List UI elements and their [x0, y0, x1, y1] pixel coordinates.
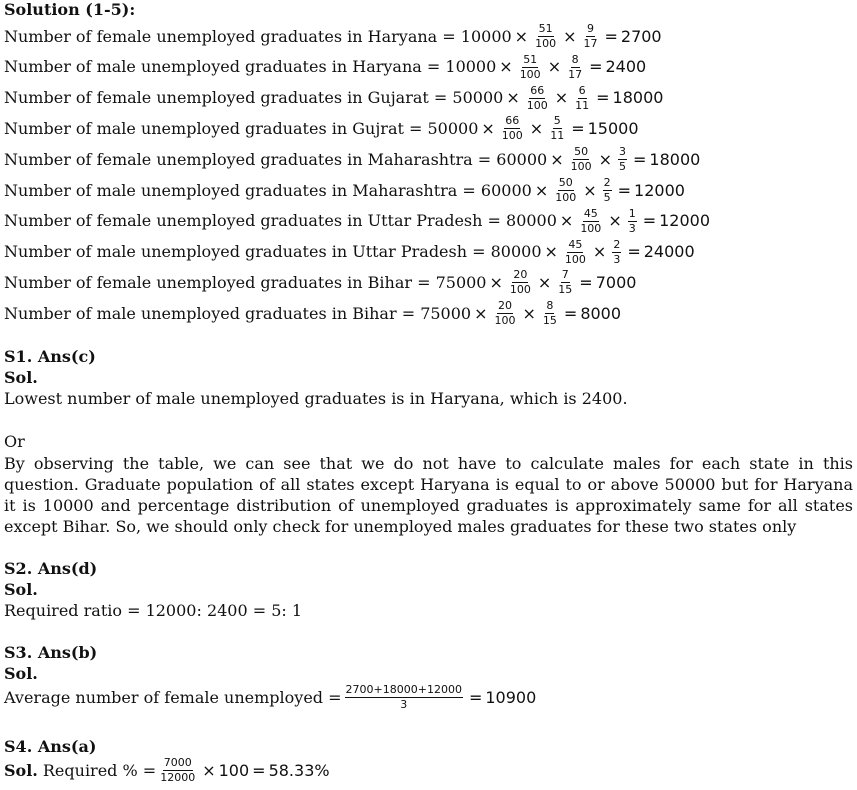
calculation-line: [4, 176, 685, 205]
equals-sign: =: [571, 118, 585, 138]
s1-text: Lowest number of male unemployed graduates is in Haryana, which is 2400.: [4, 389, 628, 408]
times-sign: ×: [592, 242, 607, 262]
denominator: 3: [628, 221, 636, 235]
denominator: 15: [542, 314, 557, 328]
calculation-line: [4, 114, 639, 143]
times-sign: ×: [537, 272, 552, 292]
fraction: [603, 176, 612, 205]
fraction: [557, 268, 573, 297]
times-sign: ×: [608, 211, 622, 231]
fraction: [582, 22, 598, 51]
calculation-result: 2700: [620, 26, 662, 46]
equals-sign: =: [604, 26, 618, 46]
fraction: [612, 238, 621, 267]
equals-sign: =: [468, 687, 483, 707]
times-sign: ×: [547, 57, 562, 77]
denominator: 100: [555, 191, 577, 204]
numerator: 50: [558, 176, 573, 189]
times-sign: ×: [522, 303, 536, 323]
calculation-result: 15000: [587, 118, 639, 138]
equals-sign: =: [596, 88, 610, 108]
s4-multiplier: 100: [218, 760, 250, 780]
numerator: 6: [578, 83, 586, 97]
numerator: 8: [571, 52, 579, 66]
s3-answer: S3. Ans(b): [4, 643, 98, 662]
s2-text: Required ratio = 12000: 2400 = 5: 1: [4, 601, 303, 620]
times-sign: ×: [499, 57, 513, 77]
fraction: [628, 207, 637, 236]
calculation-label: Number of male unemployed graduates in Bihar = 75000: [4, 303, 472, 323]
denominator: 100: [501, 129, 523, 143]
calculation-label: Number of female unemployed graduates in Maharashtra = 60000: [4, 149, 548, 169]
fraction: [549, 114, 565, 143]
s4-fraction: [159, 756, 196, 785]
numerator: 2: [603, 176, 611, 189]
numerator: 7: [561, 268, 569, 282]
s3-numerator: 2700+18000+12000: [345, 683, 462, 696]
equals-sign: =: [589, 57, 603, 77]
fraction: [501, 114, 524, 143]
times-sign: ×: [202, 760, 216, 780]
s1-or: Or: [4, 432, 25, 451]
numerator: 5: [553, 114, 561, 128]
denominator: 3: [613, 252, 621, 266]
numerator: 9: [586, 22, 594, 35]
fraction: [494, 299, 517, 328]
fraction: [564, 238, 587, 267]
numerator: 20: [513, 268, 528, 282]
calculation-label: Number of female unemployed graduates in Gujarat = 50000: [4, 88, 504, 108]
calculation-result: 8000: [580, 303, 622, 323]
equals-sign: =: [252, 760, 266, 780]
denominator: 100: [526, 98, 548, 112]
s1-sol-label: Sol.: [4, 368, 38, 387]
times-sign: ×: [529, 118, 544, 138]
numerator: 50: [574, 145, 589, 159]
fraction: [542, 299, 558, 328]
s1-paragraph: By observing the table, we can see that we do not have to calculate males for each state in this question. Graduate population of all states except Haryana is equal to or above 50000 but for Haryana it is 10000 and percentage distribution of unemployed graduates is approximately same for all states except Bihar. So, we should only check for unemployed males graduates for these two states only: [4, 454, 853, 536]
s4-label: Required % =: [42, 760, 157, 780]
times-sign: ×: [550, 149, 564, 169]
s4-numerator: 7000: [163, 756, 192, 769]
fraction: [570, 145, 593, 174]
calculation-line: [4, 299, 621, 328]
s2-sol-label: Sol.: [4, 580, 38, 599]
s4-sol-label: Sol.: [4, 760, 38, 780]
times-sign: ×: [544, 242, 558, 262]
denominator: 17: [568, 67, 583, 81]
denominator: 100: [509, 283, 531, 297]
times-sign: ×: [583, 180, 597, 200]
fraction: [519, 53, 542, 82]
denominator: 15: [558, 283, 573, 297]
numerator: 1: [628, 206, 636, 220]
s1-answer: S1. Ans(c): [4, 347, 96, 366]
calculation-line: [4, 238, 695, 267]
calculation-result: 18000: [612, 88, 664, 108]
calculation-result: 12000: [659, 211, 711, 231]
fraction: [526, 84, 549, 113]
denominator: 100: [535, 37, 557, 50]
equals-sign: =: [627, 242, 641, 262]
calculation-result: 24000: [643, 242, 695, 262]
times-sign: ×: [598, 149, 613, 169]
s3-formula: [4, 683, 536, 712]
denominator: 17: [583, 37, 598, 50]
times-sign: ×: [554, 88, 569, 108]
numerator: 66: [530, 83, 545, 97]
denominator: 100: [519, 67, 541, 81]
denominator: 100: [580, 221, 602, 235]
s3-denominator: 3: [400, 698, 408, 711]
s4-result: 58.33%: [268, 760, 330, 780]
fraction: [534, 22, 557, 51]
s3-result: 10900: [485, 687, 537, 707]
times-sign: ×: [534, 180, 549, 200]
s3-fraction: [345, 683, 463, 712]
numerator: 45: [568, 237, 583, 251]
s3-label: Average number of female unemployed =: [4, 687, 342, 707]
equals-sign: =: [579, 272, 593, 292]
s4-formula: [4, 756, 330, 785]
calculation-label: Number of male unemployed graduates in Uttar Pradesh = 80000: [4, 242, 542, 262]
times-sign: ×: [489, 272, 503, 292]
s4-denominator: 12000: [160, 771, 196, 784]
calculation-line: [4, 207, 710, 236]
s4-answer: S4. Ans(a): [4, 737, 97, 756]
numerator: 51: [538, 22, 553, 35]
denominator: 100: [564, 252, 586, 266]
times-sign: ×: [474, 303, 488, 323]
calculation-label: Number of male unemployed graduates in Haryana = 10000: [4, 57, 497, 77]
denominator: 11: [550, 129, 565, 143]
calculation-label: Number of female unemployed graduates in Bihar = 75000: [4, 272, 487, 292]
denominator: 100: [494, 314, 516, 328]
times-sign: ×: [559, 211, 574, 231]
numerator: 20: [498, 299, 512, 313]
fraction: [554, 176, 577, 205]
numerator: 51: [523, 52, 538, 66]
s3-sol-label: Sol.: [4, 664, 38, 683]
s2-answer: S2. Ans(d): [4, 559, 98, 578]
calculation-line: [4, 22, 662, 51]
calculation-label: Number of male unemployed graduates in Gujrat = 50000: [4, 118, 479, 138]
calculation-line: [4, 53, 646, 82]
equals-sign: =: [642, 211, 657, 231]
times-sign: ×: [563, 26, 577, 46]
times-sign: ×: [481, 118, 495, 138]
times-sign: ×: [506, 88, 520, 108]
calculation-result: 12000: [634, 180, 685, 200]
denominator: 5: [619, 160, 627, 174]
calculation-label: Number of female unemployed graduates in Haryana = 10000: [4, 26, 512, 46]
equals-sign: =: [617, 180, 632, 200]
denominator: 5: [603, 191, 611, 204]
fraction: [579, 207, 602, 236]
calculation-line: [4, 84, 663, 113]
calculation-line: [4, 145, 700, 174]
numerator: 3: [619, 145, 627, 159]
numerator: 66: [505, 114, 520, 128]
calculation-label: Number of female unemployed graduates in Uttar Pradesh = 80000: [4, 211, 557, 231]
denominator: 100: [570, 160, 592, 174]
calculation-result: 7000: [595, 272, 637, 292]
calculation-label: Number of male unemployed graduates in Maharashtra = 60000: [4, 180, 532, 200]
calculation-result: 2400: [605, 57, 647, 77]
fraction: [574, 84, 590, 113]
solution-heading: Solution (1-5):: [4, 0, 136, 19]
denominator: 11: [575, 98, 590, 112]
numerator: 8: [546, 299, 554, 313]
equals-sign: =: [633, 149, 647, 169]
equals-sign: =: [563, 303, 578, 323]
fraction: [567, 53, 583, 82]
calculation-line: [4, 268, 636, 297]
calculation-result: 18000: [649, 149, 701, 169]
fraction: [618, 145, 627, 174]
numerator: 2: [613, 237, 621, 251]
numerator: 45: [583, 206, 598, 220]
fraction: [509, 268, 532, 297]
times-sign: ×: [514, 26, 529, 46]
